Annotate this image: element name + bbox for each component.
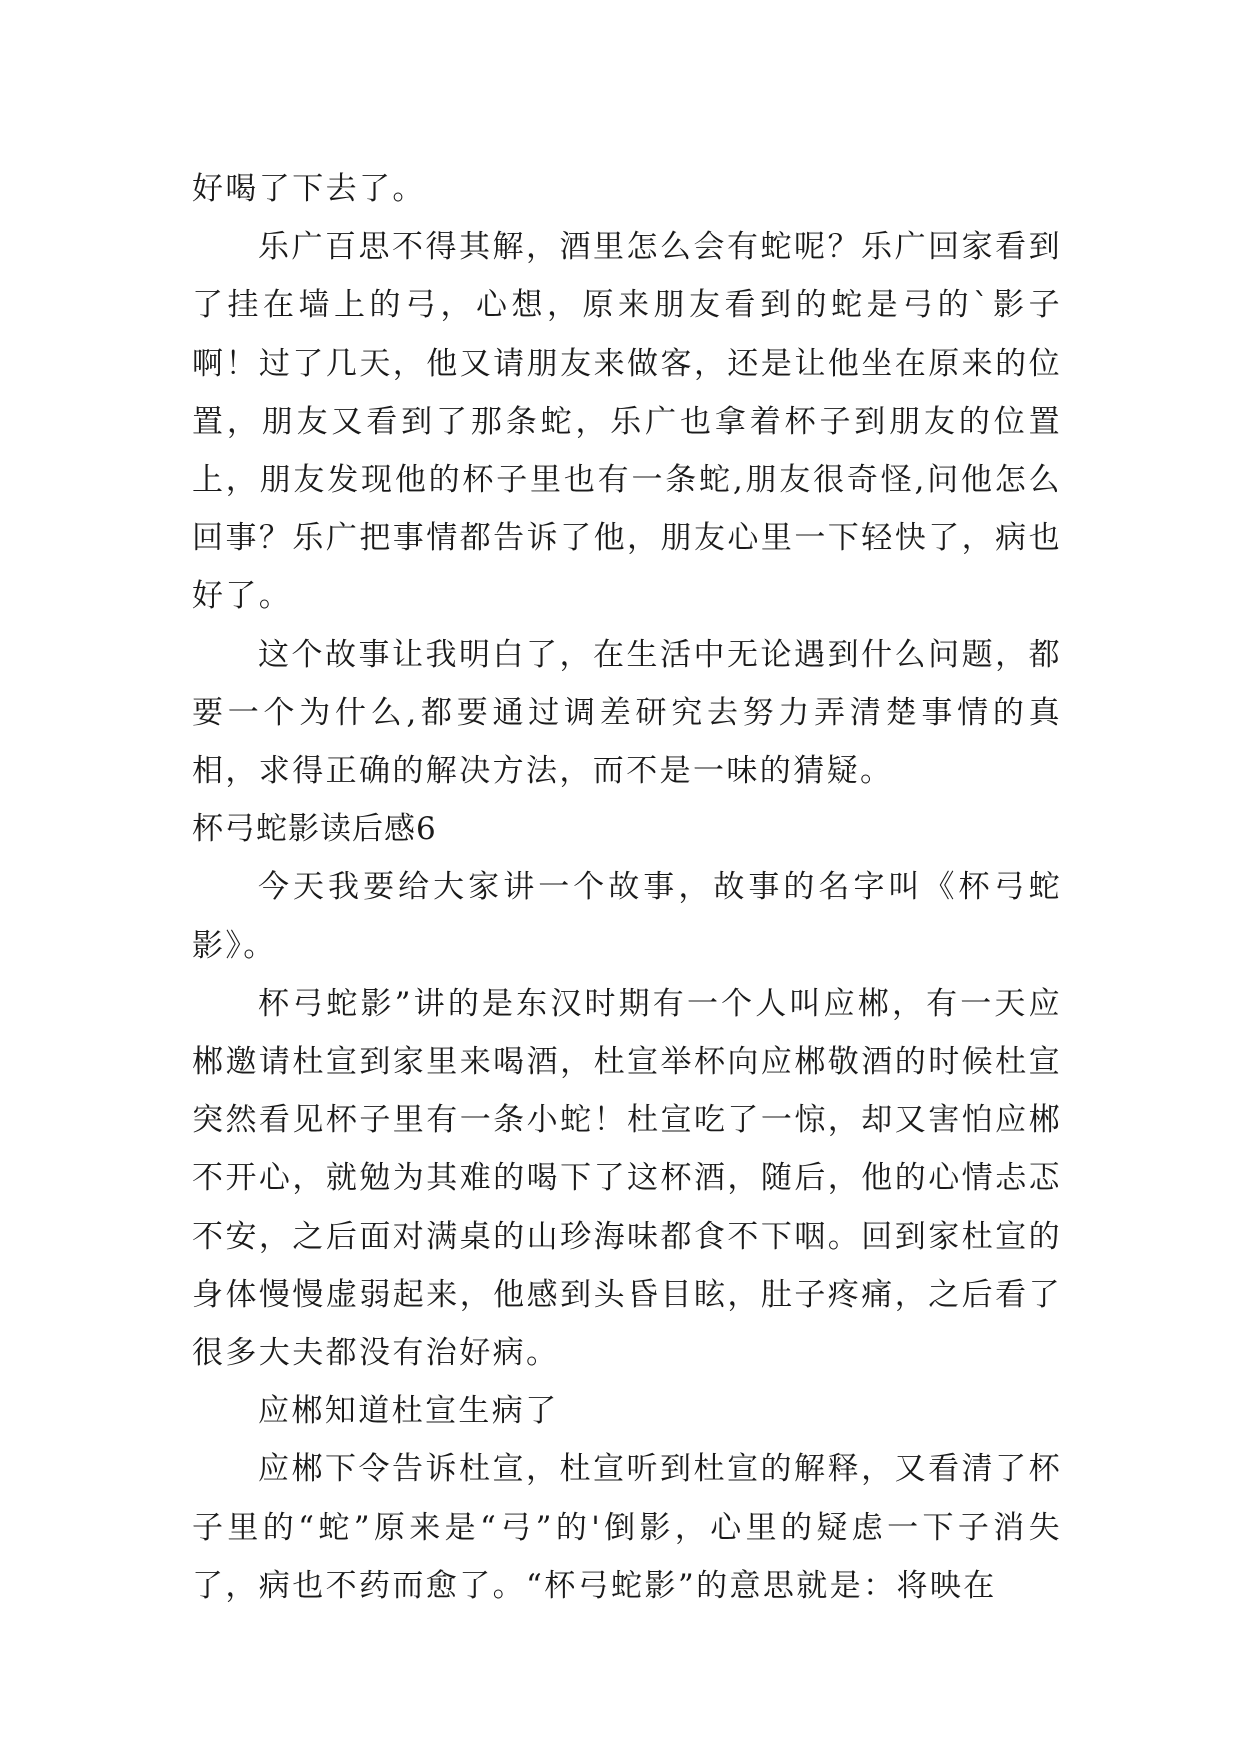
paragraph-5: 杯弓蛇影”讲的是东汉时期有一个人叫应郴，有一天应郴邀请杜宣到家里来喝酒，杜宣举杯向应郴敬酒的时候杜宣突然看见杯子里有一条小蛇！杜宣吃了一惊，却又害怕应郴不开心，就勉为其难的喝下了这杯酒，随后，他的心情忐忑不安，之后面对满桌的山珍海味都食不下咽。回到家杜宣的身体慢慢虚弱起来，他感到头昏目眩，肚子疼痛，之后看了很多大夫都没有治好病。	[192, 985, 1062, 1372]
paragraph-2: 乐广百思不得其解，酒里怎么会有蛇呢？乐广回家看到了挂在墙上的弓，心想，原来朋友看到的蛇是弓的`影子啊！过了几天，他又请朋友来做客，还是让他坐在原来的位置，朋友又看到了那条蛇，乐广也拿着杯子到朋友的位置上，朋友发现他的杯子里也有一条蛇,朋友很奇怪,问他怎么回事？乐广把事情都告诉了他，朋友心里一下轻快了，病也好了。	[192, 229, 1062, 615]
paragraph-3: 这个故事让我明白了，在生活中无论遇到什么问题，都要一个为什么,都要通过调差研究去努力弄清楚事情的真相，求得正确的解决方法，而不是一味的猜疑。	[192, 636, 1062, 790]
paragraph-1: 好喝了下去了。	[192, 171, 426, 207]
paragraph-4: 今天我要给大家讲一个故事，故事的名字叫《杯弓蛇影》。	[192, 869, 1062, 964]
section-heading: 杯弓蛇影读后感6	[192, 811, 437, 848]
paragraph-6: 应郴知道杜宣生病了	[258, 1393, 559, 1430]
paragraph-7: 应郴下令告诉杜宣，杜宣听到杜宣的解释，又看清了杯子里的“蛇”原来是“弓”的'倒影，心里的疑虑一下子消失了，病也不药而愈了。“杯弓蛇影”的意思就是：将映在	[192, 1451, 1062, 1604]
document-body	[192, 160, 1062, 1615]
